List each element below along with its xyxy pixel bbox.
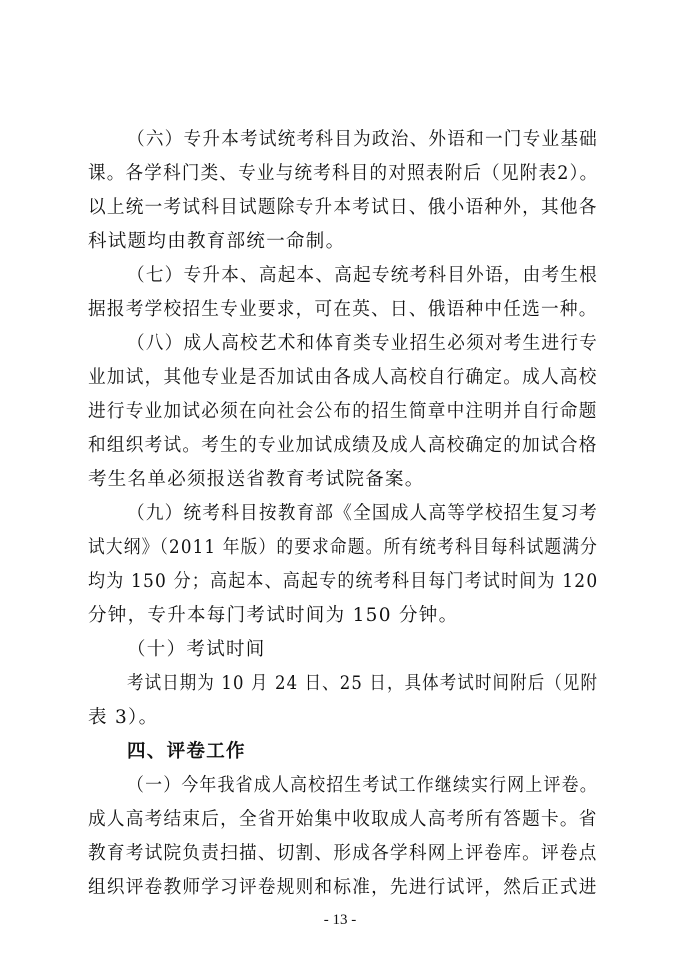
- section-heading: 四、评卷工作: [127, 741, 246, 762]
- paragraph-line: （六）专升本考试统考科目为政治、外语和一门专业基础: [127, 129, 599, 150]
- paragraph-line: （九）统考科目按教育部《全国成人高等学校招生复习考: [127, 503, 599, 524]
- paragraph-line: （八）成人高校艺术和体育类专业招生必须对考生进行专: [127, 333, 599, 354]
- paragraph-line: 均为 150 分；高起本、高起专的统考科目每门考试时间为 120: [88, 571, 599, 592]
- paragraph-line: 分钟，专升本每门考试时间为 150 分钟。: [88, 605, 459, 626]
- section-heading: （十）考试时间: [127, 639, 266, 660]
- paragraph-line: 考生名单必须报送省教育考试院备案。: [88, 469, 425, 490]
- paragraph-line: 和组织考试。考生的专业加试成绩及成人高校确定的加试合格: [88, 435, 598, 456]
- paragraph-line: 表 3）。: [88, 707, 159, 728]
- paragraph-line: 考试日期为 10 月 24 日、25 日，具体考试时间附后（见附: [127, 673, 599, 694]
- paragraph-line: （一）今年我省成人高校招生考试工作继续实行网上评卷。: [127, 775, 598, 796]
- paragraph-line: 组织评卷教师学习评卷规则和标准，先进行试评，然后正式进: [88, 877, 598, 898]
- paragraph-line: 试大纲》（2011 年版）的要求命题。所有统考科目每科试题满分: [88, 537, 599, 558]
- paragraph-line: 业加试，其他专业是否加试由各成人高校自行确定。成人高校: [88, 367, 598, 388]
- paragraph-line: 进行专业加试必须在向社会公布的招生简章中注明并自行命题: [88, 401, 598, 422]
- page-number: - 13 -: [323, 912, 357, 928]
- paragraph-line: 科试题均由教育部统一命制。: [88, 231, 346, 252]
- paragraph-line: 成人高考结束后，全省开始集中收取成人高考所有答题卡。省: [88, 809, 598, 830]
- paragraph-line: （七）专升本、高起本、高起专统考科目外语，由考生根: [127, 265, 599, 286]
- paragraph-line: 以上统一考试科目试题除专升本考试日、俄小语种外，其他各: [88, 197, 598, 218]
- paragraph-line: 教育考试院负责扫描、切割、形成各学科网上评卷库。评卷点: [88, 843, 598, 864]
- paragraph-line: 据报考学校招生专业要求，可在英、日、俄语种中任选一种。: [88, 299, 598, 320]
- paragraph-line: 课。各学科门类、专业与统考科目的对照表附后（见附表2）。: [88, 163, 599, 184]
